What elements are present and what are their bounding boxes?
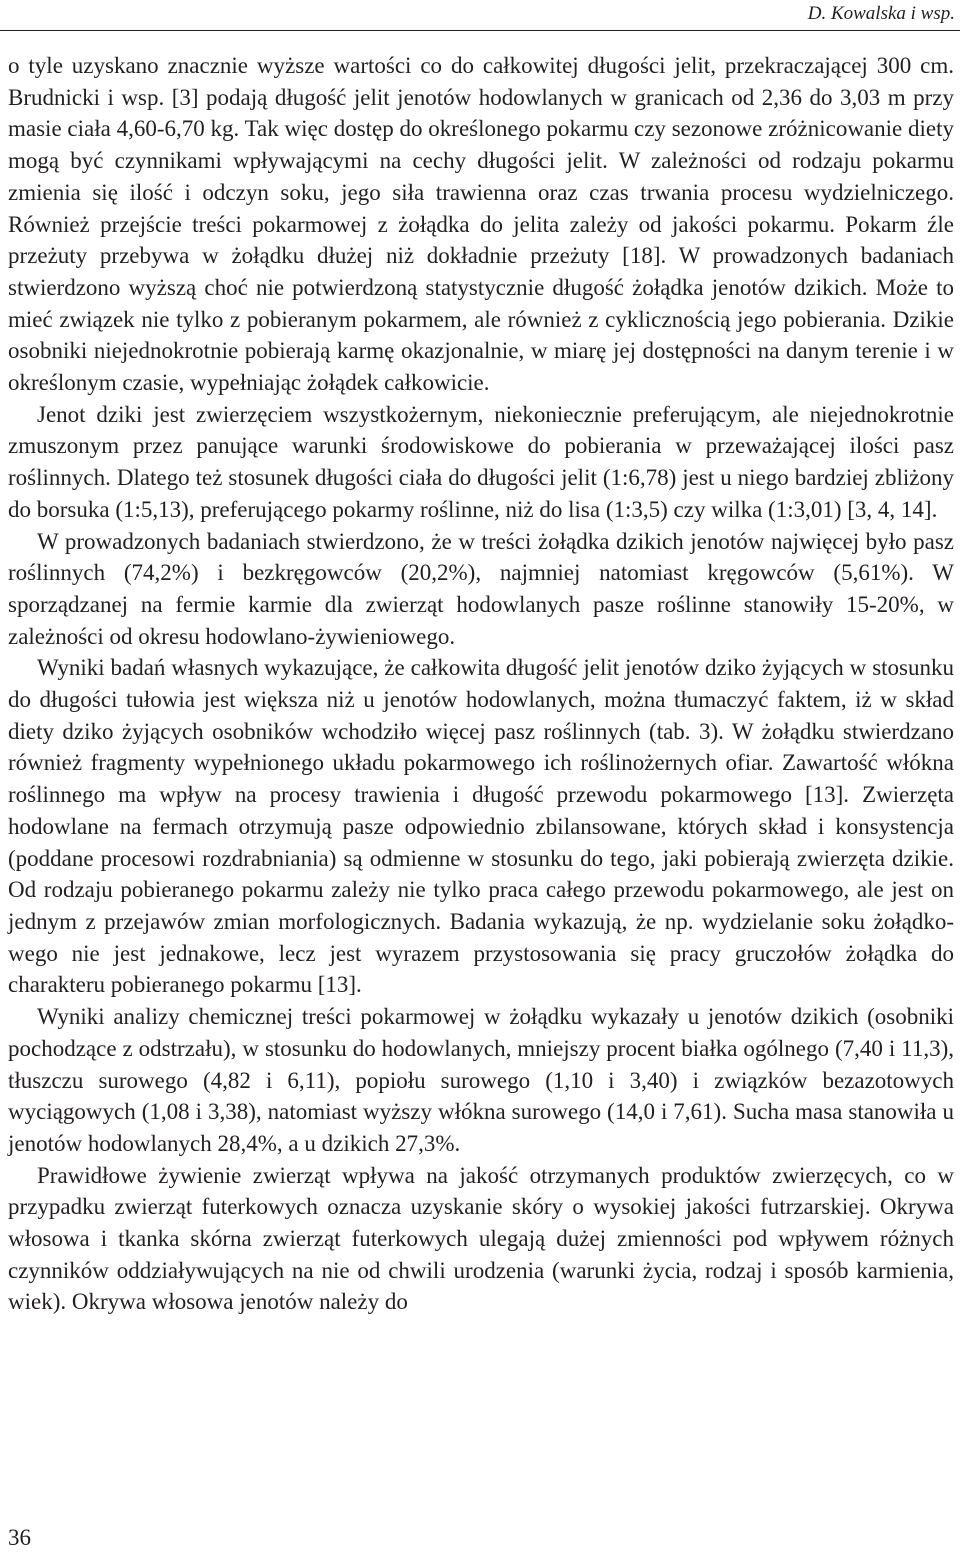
page-number: 36 xyxy=(8,1525,31,1550)
running-header: D. Kowalska i wsp. xyxy=(807,3,955,24)
page-body xyxy=(8,50,954,1318)
paragraph: Jenot dziki jest zwierzęciem wszystkożernym, niekoniecznie preferującym, ale niejednokrotnie zmuszonym przez panujące warunki środowiskowe do pobierania w przeważającej ilości pasz roślinnych. Dlatego też stosunek długości ciała do długości jelit (1:6,78) jest u niego bardziej zbliżony do borsuka (1:5,13), preferującego pokarmy roślinne, niż do lisa (1:3,5) czy wilka (1:3,01) [3, 4, 14]. xyxy=(8,401,954,522)
header-rule xyxy=(0,30,960,31)
paragraph: Wyniki badań własnych wykazujące, że całkowita długość jelit jenotów dziko żyjących w stosunku do długości tułowia jest większa niż u jenotów hodowlanych, można tłumaczyć faktem, iż w skład diety dziko żyjących osobników wchodziło więcej pasz roślinnych (tab. 3). W żołądku stwierdzano również fragmenty wypełnionego układu pokarmowego ich roślinożernych ofiar. Zawartość włókna roślinnego ma wpływ na procesy trawienia i długość przewodu pokarmowego [13]. Zwierzęta hodowlane na fermach otrzymują pasze odpowiednio zbilansowane, których skład i konsystencja (poddane procesowi rozdrabniania) są odmienne w stosunku do tego, jaki pobierają zwierzęta dzikie. Od rodzaju pobieranego pokarmu zależy nie tylko praca całego przewodu pokarmowego, ale jest on jednym z przejawów zmian morfologicznych. Badania wykazują, że np. wydzielanie soku żołądkowego nie jest jednakowe, lecz jest wyrazem przystosowania się pracy gruczołów żołądka do charakteru pobieranego pokarmu [13]. xyxy=(8,655,954,998)
paragraph: Prawidłowe żywienie zwierząt wpływa na jakość otrzymanych produktów zwierzęcych, co w przypadku zwierząt futerkowych oznacza uzyskanie skóry o wysokiej jakości futrzarskiej. Okrywa włosowa i tkanka skórna zwierząt futerkowych ulegają dużej zmienności pod wpływem różnych czynników oddziaływujących na nie od chwili urodzenia (warunki życia, rodzaj i sposób karmienia, wiek). Okrywa włosowa jenotów należy do xyxy=(8,1162,954,1315)
paragraph: W prowadzonych badaniach stwierdzono, że w treści żołądka dzikich jenotów najwięcej było pasz roślinnych (74,2%) i bezkręgowców (20,2%), najmniej natomiast kręgowców (5,61%). W sporządzanej na fermie karmie dla zwierząt hodowlanych pasze roślinne stanowiły 15-20%, w zależności od okresu hodowlano-żywieniowego. xyxy=(8,528,954,649)
paragraph: Wyniki analizy chemicznej treści pokarmowej w żołądku wykazały u jenotów dzikich (osobniki pochodzące z odstrzału), w stosunku do hodowlanych, mniejszy procent białka ogólnego (7,40 i 11,3), tłuszczu surowego (4,82 i 6,11), popiołu surowego (1,10 i 3,40) i związków bezazotowych wyciągowych (1,08 i 3,38), natomiast wyższy włókna surowego (14,0 i 7,61). Sucha masa stanowiła u jenotów hodowlanych 28,4%, a u dzikich 27,3%. xyxy=(8,1004,954,1156)
paragraph-continued: o tyle uzyskano znacznie wyższe wartości co do całkowitej długości jelit, przekraczającej 300 cm. Brudnicki i wsp. [3] podają długość jelit jenotów hodowlanych w granicach od 2,36 do 3,03 m przy masie ciała 4,60-6,70 kg. Tak więc dostęp do określonego pokarmu czy sezonowe zróżnicowanie diety mogą być czynnikami wpływającymi na cechy długości jelit. W zależności od rodzaju pokarmu zmienia się ilość i odczyn soku, jego siła trawienna oraz czas trwania procesu wydzielniczego. Również przejście treści pokarmowej z żołądka do jelita zależy od jakości pokarmu. Pokarm źle przeżuty przebywa w żołądku dłużej niż dokładnie przeżuty [18]. W prowadzonych badaniach stwierdzono wyższą choć nie potwierdzoną statystycznie długość żołądka jenotów dzikich. Może to mieć związek nie tylko z pobieranym pokarmem, ale również z cyklicznością jego pobierania. Dzikie osobniki niejednokrotnie pobierają karmę okazjonalnie, w miarę jej dostępności na danym terenie i w określonym czasie, wypełniając żołądek całkowicie. xyxy=(8,53,954,396)
